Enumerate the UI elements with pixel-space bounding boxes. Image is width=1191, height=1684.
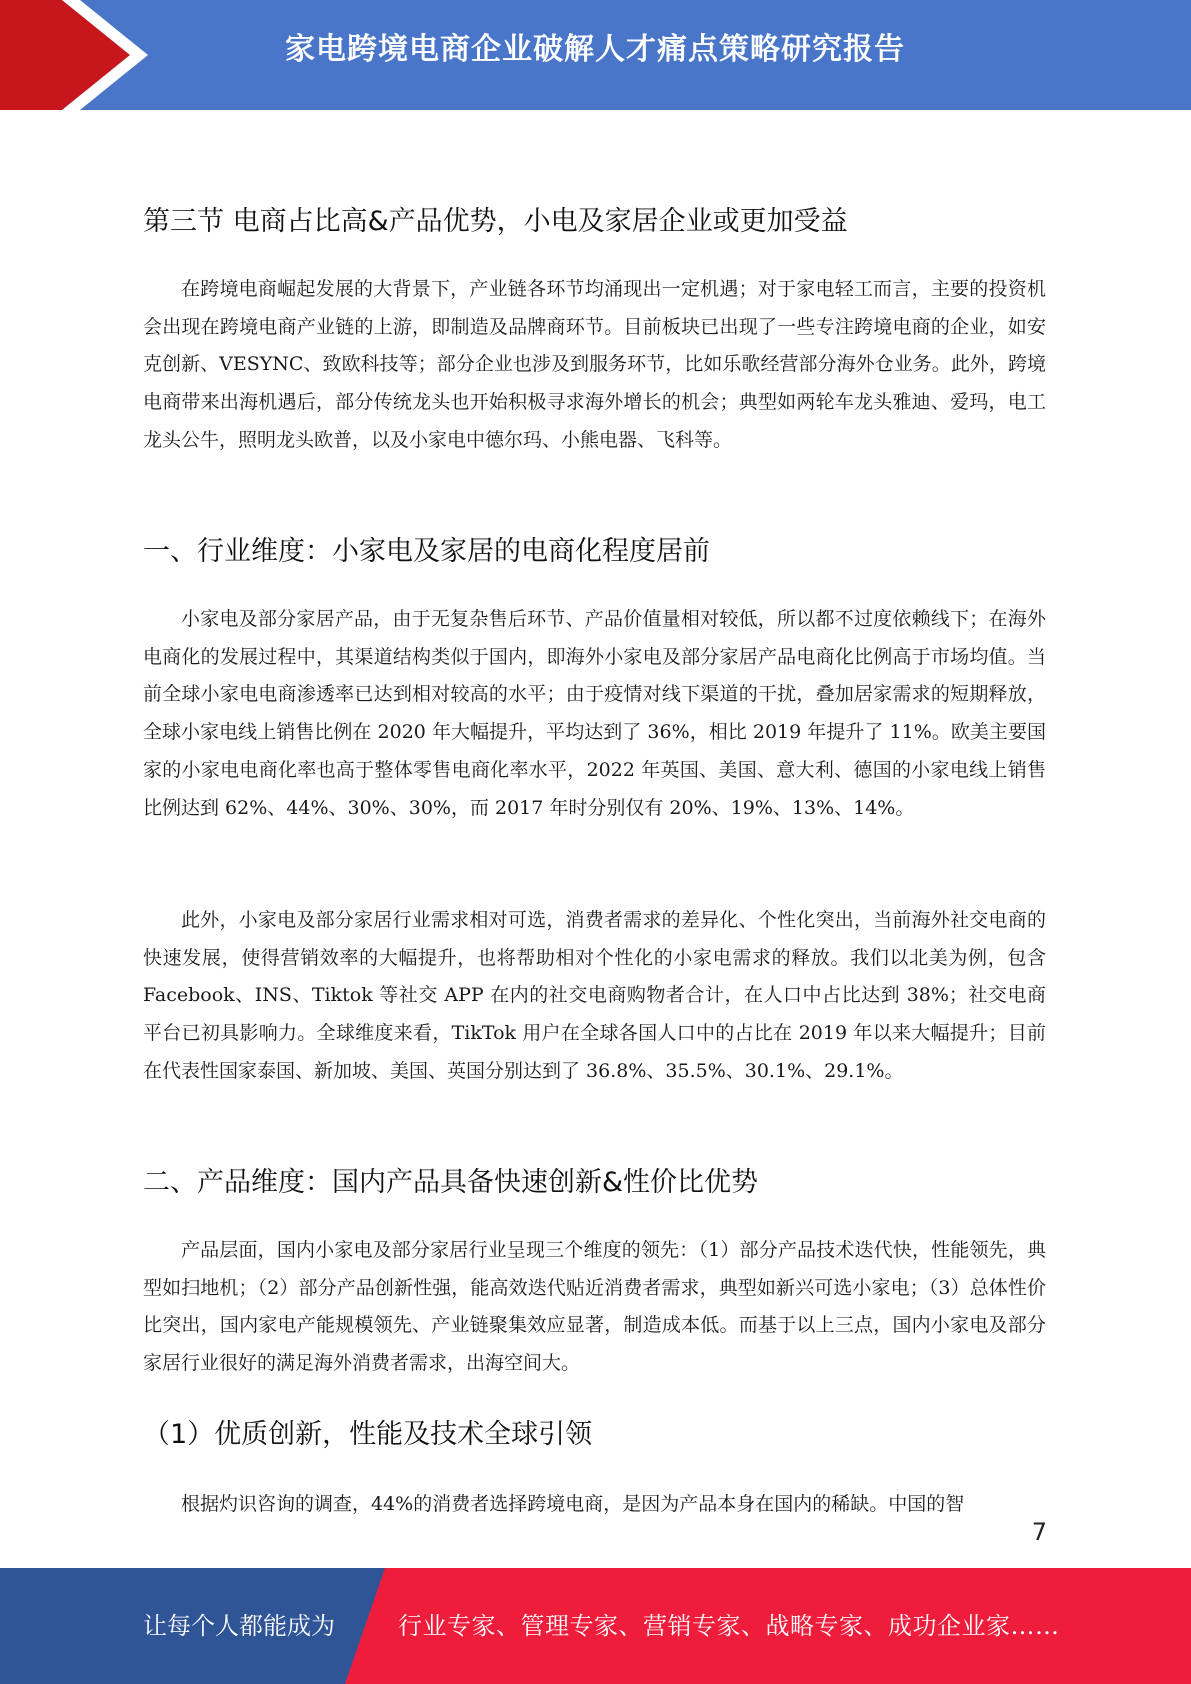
footer-slogan-right: 行业专家、管理专家、营销专家、战略专家、成功企业家…… <box>398 1612 1060 1640</box>
paragraph-industry-1: 小家电及部分家居产品，由于无复杂售后环节、产品价值量相对较低，所以都不过度依赖线下；在海外电商化的发展过程中，其渠道结构类似于国内，即海外小家电及部分家居产品电商化比例高于市场均值。当前全球小家电电商渗透率已达到相对较高的水平；由于疫情对线下渠道的干扰，叠加居家需求的短期释放，全球小家电线上销售比例在 2020 年大幅提升，平均达到了 36%，相比 2019 年提升了 11%。欧美主要国家的小家电电商化率也高于整体零售电商化率水平，2022 年英国、美国、意大利、德国的小家电线上销售比例达到 62%、44%、30%、30%，而 2017 年时分别仅有 20%、19%、13%、14%。 <box>143 608 1046 819</box>
section-heading: 第三节 电商占比高&产品优势，小电及家居企业或更加受益 <box>143 206 848 237</box>
footer-slogan-left: 让每个人都能成为 <box>143 1612 335 1640</box>
page-header-band <box>0 0 1191 110</box>
page-number: 7 <box>1031 1518 1047 1546</box>
subheading-innovation: （1）优质创新，性能及技术全球引领 <box>143 1419 593 1450</box>
header-chevron-decoration <box>0 0 160 110</box>
heading-industry-dimension: 一、行业维度：小家电及家居的电商化程度居前 <box>143 536 710 567</box>
paragraph-product: 产品层面，国内小家电及部分家居行业呈现三个维度的领先：（1）部分产品技术迭代快，性能领先，典型如扫地机；（2）部分产品创新性强，能高效迭代贴近消费者需求，典型如新兴可选小家电；（3）总体性价比突出，国内家电产能规模领先、产业链聚集效应显著，制造成本低。而基于以上三点，国内小家电及部分家居行业很好的满足海外消费者需求，出海空间大。 <box>143 1239 1046 1375</box>
intro-paragraph: 在跨境电商崛起发展的大背景下，产业链各环节均涌现出一定机遇；对于家电轻工而言，主要的投资机会出现在跨境电商产业链的上游，即制造及品牌商环节。目前板块已出现了一些专注跨境电商的企业，如安克创新、VESYNC、致欧科技等；部分企业也涉及到服务环节，比如乐歌经营部分海外仓业务。此外，跨境电商带来出海机遇后，部分传统龙头也开始积极寻求海外增长的机会；典型如两轮车龙头雅迪、爱玛，电工龙头公牛，照明龙头欧普，以及小家电中德尔玛、小熊电器、飞科等。 <box>143 278 1046 451</box>
report-title: 家电跨境电商企业破解人才痛点策略研究报告 <box>285 32 905 67</box>
page-footer-band <box>0 1568 1191 1684</box>
heading-product-dimension: 二、产品维度：国内产品具备快速创新&性价比优势 <box>143 1167 759 1198</box>
paragraph-industry-2: 此外，小家电及部分家居行业需求相对可选，消费者需求的差异化、个性化突出，当前海外社交电商的快速发展，使得营销效率的大幅提升，也将帮助相对个性化的小家电需求的释放。我们以北美为例，包含 Facebook、INS、Tiktok 等社交 APP 在内的社交电商购物者合计，在人口中占比达到 38%；社交电商平台已初具影响力。全球维度来看，TikTok 用户在全球各国人口中的占比在 2019 年以来大幅提升；目前在代表性国家泰国、新加坡、美国、英国分别达到了 36.8%、35.5%、30.1%、29.1%。 <box>143 909 1046 1082</box>
paragraph-innovation: 根据灼识咨询的调查，44%的消费者选择跨境电商，是因为产品本身在国内的稀缺。中国的智 <box>181 1493 965 1515</box>
